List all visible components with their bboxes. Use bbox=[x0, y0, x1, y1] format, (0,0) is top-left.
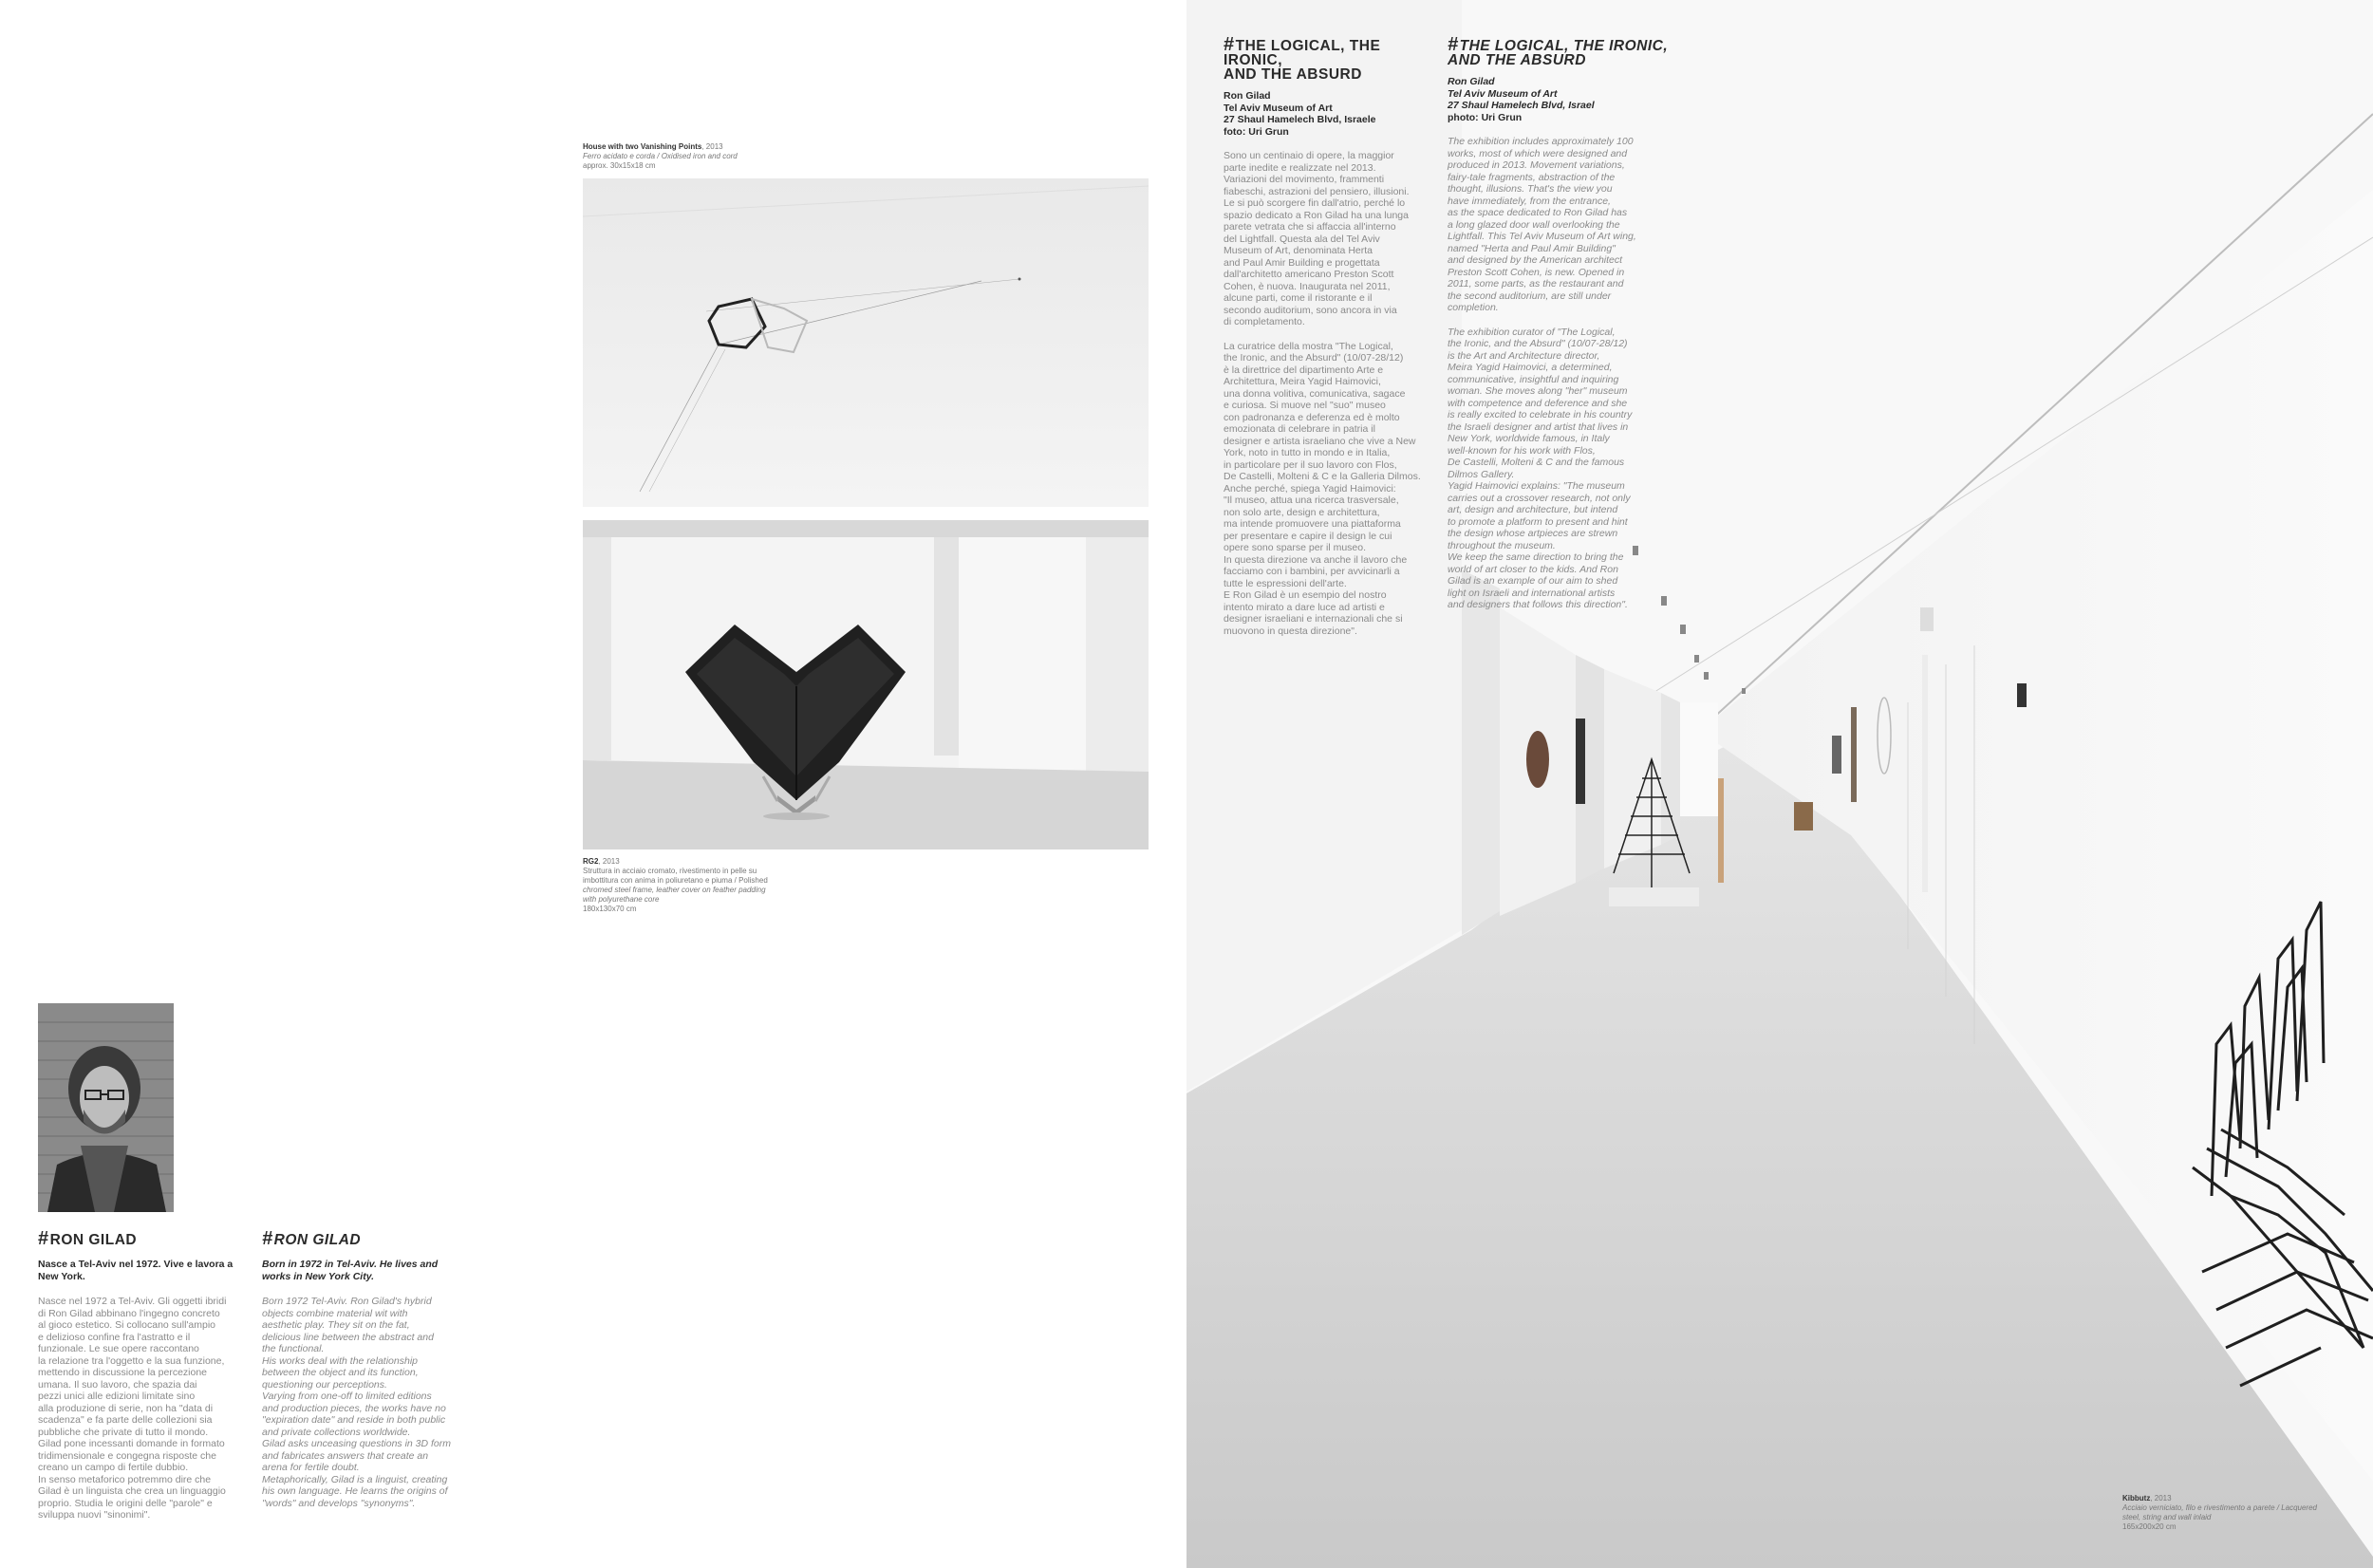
exh-it-address: 27 Shaul Hamelech Blvd, Israele bbox=[1224, 114, 1376, 125]
photo3-material-1: Acciaio verniciato, filo e rivestimento a parete / Lacquered bbox=[2122, 1503, 2317, 1512]
photo2-material-en-1: chromed steel frame, leather cover on feather padding bbox=[583, 886, 766, 894]
bio-en-subheading: Born in 1972 in Tel-Aviv. He lives and works in New York City. bbox=[262, 1259, 439, 1282]
bio-en-body: Born 1972 Tel-Aviv. Ron Gilad's hybrid objects combine material wit with aesthetic play. They sit on the fat, delicious line between the abstract and the functional. His works deal with the relationship between the object and its function, questioning our perceptions. Varying from one-off to limited editions and production pieces, the works have no "expiration date" and reside in both public and private collections worldwide. Gilad asks unceasing questions in 3D form and fabricates answers that create an arena for fertile doubt. Metaphorically, Gilad is a linguist, creating his own language. He learns the origins of "words" and develops "synonyms". bbox=[262, 1296, 452, 1509]
exh-it-photo-credit: foto: Uri Grun bbox=[1224, 125, 1289, 138]
photo1-material: Ferro acidato e corda / Oxidised iron and cord bbox=[583, 152, 738, 160]
photo2-title: RG2 bbox=[583, 857, 599, 866]
exh-en-heading bbox=[1448, 34, 1675, 68]
exhibition-english bbox=[1448, 34, 1675, 611]
exh-en-photo-credit: photo: Uri Grun bbox=[1448, 111, 1523, 123]
photo2-material-en-2: with polyurethane core bbox=[583, 895, 660, 904]
bio-en-heading bbox=[262, 1228, 480, 1249]
photo2-material-it-2: imbottitura con anima in poliuretano e piuma / Polished bbox=[583, 876, 768, 885]
photo3-title: Kibbutz bbox=[2122, 1494, 2151, 1503]
exh-en-artist: Ron Gilad bbox=[1448, 76, 1495, 87]
photo2-material-it-1: Struttura in acciaio cromato, rivestimento in pelle su bbox=[583, 867, 757, 875]
bio-it-subheading: Nasce a Tel-Aviv nel 1972. Vive e lavora a New York. bbox=[38, 1259, 234, 1282]
photo1-year: , 2013 bbox=[701, 142, 723, 151]
photo3-year: , 2013 bbox=[2150, 1494, 2172, 1503]
photo1-caption bbox=[583, 142, 887, 171]
exh-en-address: 27 Shaul Hamelech Blvd, Israel bbox=[1448, 100, 1595, 111]
exhibition-italian bbox=[1224, 34, 1442, 637]
photo-house-vanishing-points bbox=[583, 178, 1149, 507]
exh-en-heading-line2: AND THE ABSURD bbox=[1448, 52, 1586, 68]
exh-it-body-2: La curatrice della mostra "The Logical, the Ironic, and the Absurd" (10/07-28/12) è la direttrice del dipartimento Arte e Architettura, Meira Yagid Haimovici, una donna volitiva, comunicativa, sagace e curiosa. Si muove nel "suo" museo con padronanza e deferenza ed è molto emozionata di celebrare in patria il designer e artista israeliano che vive a New York, noto in tutto in mondo e in Italia, in particolare per il suo lavoro con Flos, De Castelli, Molteni & C e la Galleria Dilmos. Anche perché, spiega Yagid Haimovici: "Il museo, attua una ricerca trasversale, non solo arte, design e architettura, ma intende promuovere una piattaforma per presentare e capire il design le cui opere sono sparse per il museo. In questa direzione va anche il lavoro che facciamo con i bambini, per avvicinarli a tutte le espressioni dell'arte. E Ron Gilad è un esempio del nostro intento mirato a dare luce ad artisti e designer israeliani e internazionali che si muovono in questa direzione". bbox=[1224, 340, 1421, 637]
photo2-dimensions: 180x130x70 cm bbox=[583, 905, 637, 913]
bio-it-heading-text: RON GILAD bbox=[49, 1232, 138, 1248]
exh-it-heading bbox=[1224, 34, 1442, 83]
photo2-caption bbox=[583, 857, 896, 914]
exh-it-artist: Ron Gilad bbox=[1224, 90, 1271, 102]
bio-en-heading-text: RON GILAD bbox=[273, 1232, 362, 1248]
exh-it-body-1: Sono un centinaio di opere, la maggior parte inedite e realizzate nel 2013. Variazioni del movimento, frammenti fiabeschi, astrazioni del pensiero, illusioni. Le si può scorgere fin dall'atrio, perché lo spazio dedicato a Ron Gilad ha una lunga parete vetrata che si affaccia all'interno del Lightfall. Questa ala del Tel Aviv Museum of Art, denominata Herta and Paul Amir Building e progettata dall'architetto americano Preston Scott Cohen, è nuova. Inaugurata nel 2011, alcune parti, come il ristorante e il secondo auditorium, sono ancora in via di completamento. bbox=[1224, 150, 1410, 327]
photo3-caption bbox=[2122, 1494, 2350, 1532]
exh-it-venue: Tel Aviv Museum of Art bbox=[1224, 102, 1333, 114]
exh-en-venue: Tel Aviv Museum of Art bbox=[1448, 87, 1558, 100]
photo3-dimensions: 165x200x20 cm bbox=[2122, 1522, 2177, 1531]
hash-icon: # bbox=[1224, 34, 1235, 55]
photo2-year: , 2013 bbox=[598, 857, 620, 866]
bio-it-body: Nasce nel 1972 a Tel-Aviv. Gli oggetti ibridi di Ron Gilad abbinano l'ingegno concreto al gioco estetico. Si collocano sull'ampio e delizioso confine fra l'astratto e il funzionale. Le sue opere raccontano la relazione tra l'oggetto e la sua funzione, mettendo in discussione la percezione umana. Il suo lavoro, che spazia dai pezzi unici alle edizioni limitate sino alla produzione di serie, non ha "data di scadenza" e fa parte delle collezioni sia pubbliche che private di tutto il mondo. Gilad pone incessanti domande in formato tridimensionale e congegna risposte che creano un campo di fertile dubbio. In senso metaforico potremmo dire che Gilad è un linguista che crea un linguaggio proprio. Studia le origini delle "parole" e sviluppa nuovi "sinonimi". bbox=[38, 1296, 227, 1521]
bio-english bbox=[262, 1228, 480, 1509]
hash-icon: # bbox=[262, 1228, 273, 1249]
bio-italian bbox=[38, 1228, 256, 1521]
photo1-title: House with two Vanishing Points bbox=[583, 142, 702, 151]
exh-en-body-2: The exhibition curator of "The Logical, the Ironic, and the Absurd" (10/07-28/12) is the Art and Architecture director, Meira Yagid Haimovici, a determined, communicative, insightful and inquiring woman. She moves along "her" museum with competence and deference and she is really excited to celebrate in his country the Israeli designer and artist that lives in New York, worldwide famous, in Italy well-known for his work with Flos, De Castelli, Molteni & C and the famous Dilmos Gallery. Yagid Haimovici explains: "The museum carries out a crossover research, not only art, design and architecture, but intend to promote a platform to present and hint the design whose artpieces are strewn throughout the museum. We keep the same direction to bring the world of art closer to the kids. And Ron Gilad is an example of our aim to shed light on Israeli and international artists and designers that follows this direction". bbox=[1448, 326, 1633, 610]
photo-rg2-chair bbox=[583, 520, 1149, 849]
exh-it-heading-line1: THE LOGICAL, THE IRONIC, bbox=[1224, 38, 1381, 68]
hash-icon: # bbox=[38, 1228, 49, 1249]
portrait-ron-gilad bbox=[38, 1003, 174, 1212]
photo1-dimensions: approx. 30x15x18 cm bbox=[583, 161, 656, 170]
exh-en-heading-line1: THE LOGICAL, THE IRONIC, bbox=[1459, 38, 1669, 54]
exh-en-body-1: The exhibition includes approximately 100 works, most of which were designed and produced in 2013. Movement variations, fairy-tale fragments, abstraction of the thought, illusions. That's the view you have immediately, from the entrance, as the space dedicated to Ron Gilad has a long glazed door wall overlooking the Lightfall. This Tel Aviv Museum of Art wing, named "Herta and Paul Amir Building" and designed by the American architect Preston Scott Cohen, is new. Opened in 2011, some parts, as the restaurant and the second auditorium, are still under completion. bbox=[1448, 136, 1636, 313]
bio-it-heading bbox=[38, 1228, 256, 1249]
hash-icon: # bbox=[1448, 34, 1459, 55]
photo3-material-2: steel, string and wall inlaid bbox=[2122, 1513, 2212, 1521]
exh-it-heading-line2: AND THE ABSURD bbox=[1224, 66, 1362, 83]
